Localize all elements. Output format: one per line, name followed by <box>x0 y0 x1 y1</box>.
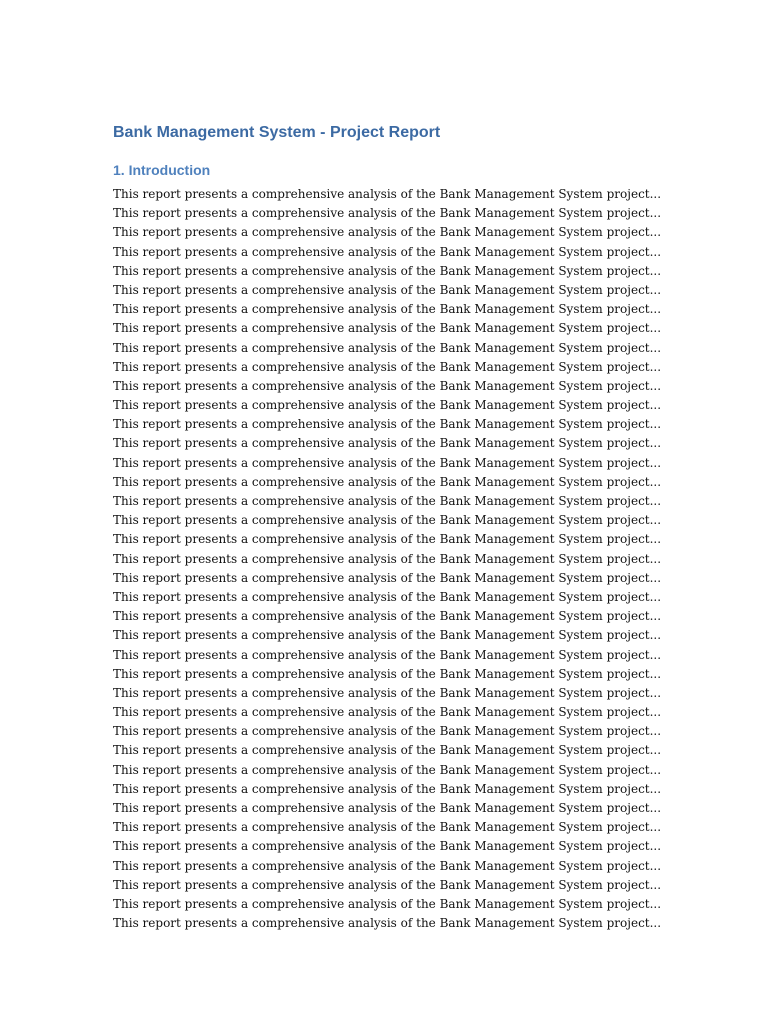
body-paragraph: This report presents a comprehensive analysis of the Bank Management System project... <box>113 858 662 873</box>
body-paragraph: This report presents a comprehensive analysis of the Bank Management System project... <box>113 187 662 201</box>
document-title: Bank Management System - Project Report <box>113 124 441 141</box>
body-paragraph: This report presents a comprehensive analysis of the Bank Management System project... <box>113 359 662 374</box>
body-paragraph: This report presents a comprehensive analysis of the Bank Management System project... <box>113 666 662 681</box>
body-paragraph: This report presents a comprehensive analysis of the Bank Management System project... <box>113 532 662 547</box>
body-paragraph: This report presents a comprehensive analysis of the Bank Management System project... <box>113 378 662 393</box>
body-paragraph: This report presents a comprehensive analysis of the Bank Management System project... <box>113 455 662 470</box>
section-heading-introduction: 1. Introduction <box>113 162 211 178</box>
body-paragraph: This report presents a comprehensive analysis of the Bank Management System project... <box>113 570 662 585</box>
body-paragraph: This report presents a comprehensive analysis of the Bank Management System project... <box>113 896 662 911</box>
body-paragraph: This report presents a comprehensive analysis of the Bank Management System project... <box>113 820 662 835</box>
body-paragraph: This report presents a comprehensive analysis of the Bank Management System project... <box>113 225 662 240</box>
body-paragraph: This report presents a comprehensive analysis of the Bank Management System project... <box>113 609 662 624</box>
body-paragraph: This report presents a comprehensive analysis of the Bank Management System project... <box>113 877 662 892</box>
body-paragraph: This report presents a comprehensive analysis of the Bank Management System project... <box>113 685 662 700</box>
body-paragraph: This report presents a comprehensive analysis of the Bank Management System project... <box>113 647 662 662</box>
body-paragraph: This report presents a comprehensive analysis of the Bank Management System project... <box>113 282 662 297</box>
body-paragraph: This report presents a comprehensive analysis of the Bank Management System project... <box>113 474 662 489</box>
body-paragraph: This report presents a comprehensive analysis of the Bank Management System project... <box>113 398 662 413</box>
body-paragraph: This report presents a comprehensive analysis of the Bank Management System project... <box>113 743 662 758</box>
body-paragraph: This report presents a comprehensive analysis of the Bank Management System project... <box>113 417 662 432</box>
body-paragraph: This report presents a comprehensive analysis of the Bank Management System project... <box>113 302 662 317</box>
body-paragraph: This report presents a comprehensive analysis of the Bank Management System project... <box>113 628 662 643</box>
body-paragraph: This report presents a comprehensive analysis of the Bank Management System project... <box>113 839 662 854</box>
body-paragraph: This report presents a comprehensive analysis of the Bank Management System project... <box>113 244 662 259</box>
introduction-body <box>113 185 673 933</box>
body-paragraph: This report presents a comprehensive analysis of the Bank Management System project... <box>113 513 662 528</box>
body-paragraph: This report presents a comprehensive analysis of the Bank Management System project... <box>113 762 662 777</box>
body-paragraph: This report presents a comprehensive analysis of the Bank Management System project... <box>113 321 662 336</box>
body-paragraph: This report presents a comprehensive analysis of the Bank Management System project... <box>113 263 662 278</box>
body-paragraph: This report presents a comprehensive analysis of the Bank Management System project... <box>113 916 662 931</box>
body-paragraph: This report presents a comprehensive analysis of the Bank Management System project... <box>113 801 662 815</box>
body-paragraph: This report presents a comprehensive analysis of the Bank Management System project... <box>113 494 662 508</box>
body-paragraph: This report presents a comprehensive analysis of the Bank Management System project... <box>113 436 662 451</box>
body-paragraph: This report presents a comprehensive analysis of the Bank Management System project... <box>113 589 662 604</box>
body-paragraph: This report presents a comprehensive analysis of the Bank Management System project... <box>113 551 662 566</box>
body-paragraph: This report presents a comprehensive analysis of the Bank Management System project... <box>113 340 662 355</box>
body-paragraph: This report presents a comprehensive analysis of the Bank Management System project... <box>113 705 662 720</box>
body-paragraph: This report presents a comprehensive analysis of the Bank Management System project... <box>113 781 662 796</box>
body-paragraph: This report presents a comprehensive analysis of the Bank Management System project... <box>113 206 662 221</box>
body-paragraph: This report presents a comprehensive analysis of the Bank Management System project... <box>113 724 662 739</box>
